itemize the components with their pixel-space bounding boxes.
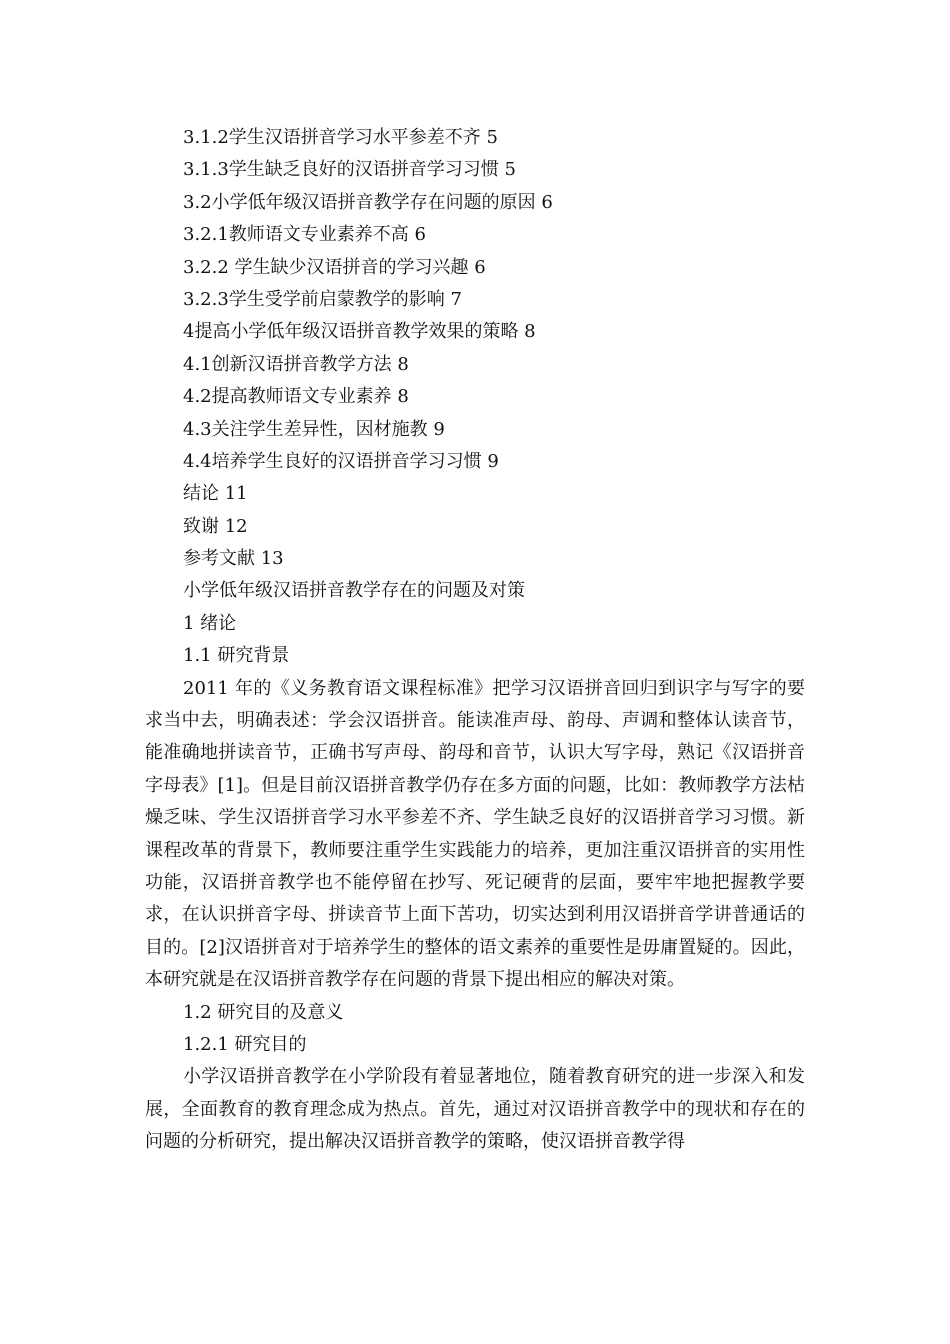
toc-entry: 4.1创新汉语拼音教学方法 8	[183, 353, 409, 375]
toc-entry: 3.2小学低年级汉语拼音教学存在问题的原因 6	[183, 191, 553, 213]
toc-entry: 3.1.2学生汉语拼音学习水平参差不齐 5	[183, 127, 498, 148]
toc-entry: 4提高小学低年级汉语拼音教学效果的策略 8	[183, 321, 536, 343]
toc-entry: 结论 11	[183, 483, 248, 505]
toc-entry: 4.3关注学生差异性，因材施教 9	[183, 418, 445, 440]
section-heading-purpose: 1.2.1 研究目的	[183, 1034, 307, 1056]
section-heading-background: 1.1 研究背景	[183, 645, 290, 667]
document-body	[145, 575, 805, 1158]
toc-entry: 3.2.3学生受学前启蒙教学的影响 7	[183, 288, 462, 310]
toc-entry: 3.2.2 学生缺少汉语拼音的学习兴趣 6	[183, 256, 486, 278]
paragraph-purpose: 小学汉语拼音教学在小学阶段有着显著地位，随着教育研究的进一步深入和发展，全面教育的教育理念成为热点。首先，通过对汉语拼音教学中的现状和存在的问题的分析研究，提出解决汉语拼音教学的策略，使汉语拼音教学得	[145, 1066, 805, 1153]
table-of-contents	[145, 122, 805, 575]
toc-entry: 3.2.1教师语文专业素养不高 6	[183, 224, 426, 246]
paragraph-background: 2011 年的《义务教育语文课程标准》把学习汉语拼音回归到识字与写字的要求当中去，明确表述：学会汉语拼音。能读准声母、韵母、声调和整体认读音节，能准确地拼读音节，正确书写声母、韵母和音节，认识大写字母，熟记《汉语拼音字母表》[1]。但是目前汉语拼音教学仍存在多方面的问题，比如：教师教学方法枯燥乏味、学生汉语拼音学习水平参差不齐、学生缺乏良好的汉语拼音学习习惯。新课程改革的背景下，教师要注重学生实践能力的培养，更加注重汉语拼音的实用性功能，汉语拼音教学也不能停留在抄写、死记硬背的层面，要牢牢地把握教学要求，在认识拼音字母、拼读音节上面下苦功，切实达到利用汉语拼音学讲普通话的目的。[2]汉语拼音对于培养学生的整体的语文素养的重要性是毋庸置疑的。因此，本研究就是在汉语拼音教学存在问题的背景下提出相应的解决对策。	[145, 677, 805, 991]
toc-entry: 参考文献 13	[183, 548, 284, 570]
section-heading-purpose-significance: 1.2 研究目的及意义	[183, 1001, 344, 1023]
toc-entry: 4.4培养学生良好的汉语拼音学习习惯 9	[183, 450, 499, 472]
toc-entry: 4.2提高教师语文专业素养 8	[183, 386, 409, 408]
toc-entry: 致谢 12	[183, 515, 248, 537]
section-heading-introduction: 1 绪论	[183, 612, 237, 634]
document-title: 小学低年级汉语拼音教学存在的问题及对策	[183, 580, 525, 602]
toc-entry: 3.1.3学生缺乏良好的汉语拼音学习习惯 5	[183, 159, 516, 181]
